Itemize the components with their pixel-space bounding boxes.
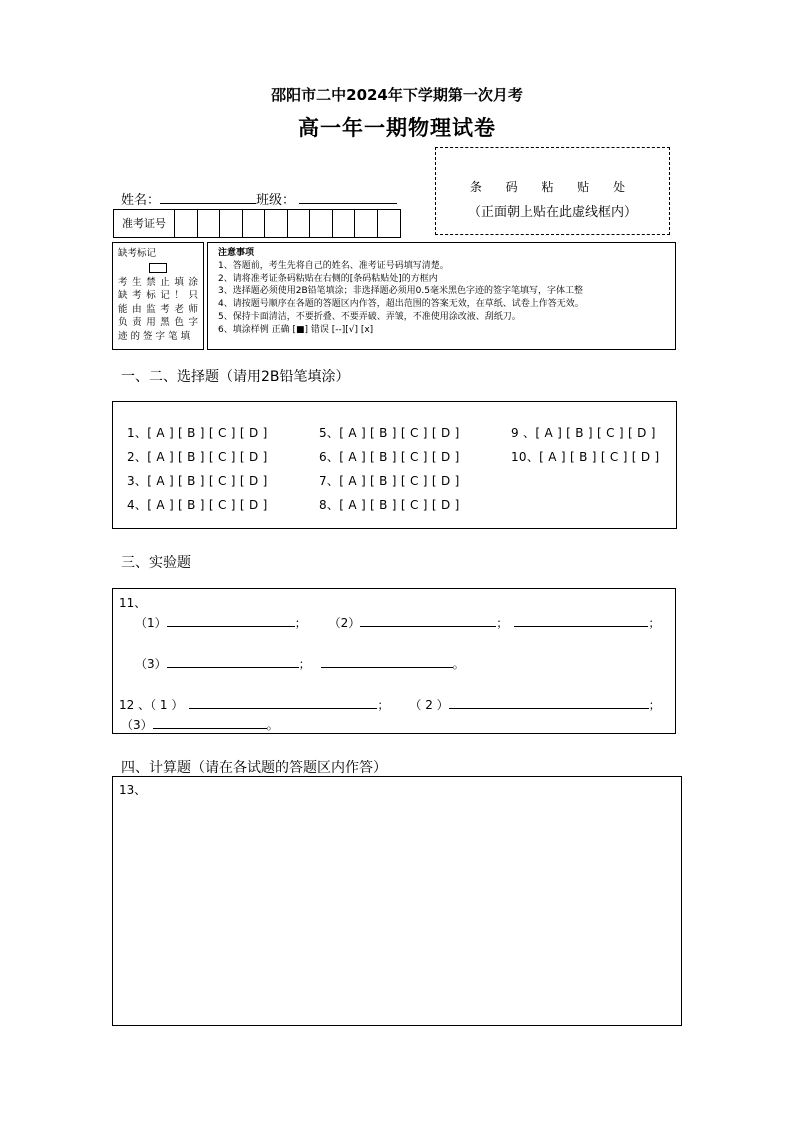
part-2-label: （2）	[328, 616, 361, 630]
question-11-row-2	[135, 655, 465, 672]
part-3-label: （3）	[135, 657, 167, 671]
mcq-row-4[interactable]: 4、[ A ] [ B ] [ C ] [ D ]	[127, 498, 268, 512]
school-title: 邵阳市二中2024年下学期第一次月考	[271, 86, 523, 104]
part-3-label: （3）	[121, 718, 153, 732]
notes-title: 注意事项	[218, 248, 255, 258]
exam-id-cell[interactable]	[378, 210, 401, 237]
exam-id-cell[interactable]	[333, 210, 356, 237]
answer-blank[interactable]	[321, 655, 453, 668]
choice-answer-box	[112, 401, 677, 529]
exam-id-cell[interactable]	[288, 210, 311, 237]
barcode-hint: （正面朝上贴在此虚线框内）	[467, 205, 637, 220]
question-13-label: 13、	[119, 783, 147, 797]
calculation-answer-box[interactable]	[112, 776, 682, 1026]
calculation-section-heading: 四、计算题（请在各试题的答题区内作答）	[121, 760, 387, 776]
end-mark: 。	[266, 718, 279, 732]
exam-id-cell[interactable]	[220, 210, 243, 237]
barcode-area	[435, 147, 670, 235]
notes-item: 1、答题前，考生先将自己的姓名、准考证号码填写清楚。	[218, 260, 449, 271]
absent-mark-title: 缺考标记	[118, 248, 157, 259]
answer-blank[interactable]	[167, 614, 295, 627]
answer-blank[interactable]	[514, 614, 648, 627]
exam-id-cell[interactable]	[243, 210, 266, 237]
exam-id-cell[interactable]	[198, 210, 221, 237]
absent-mark-checkbox[interactable]	[149, 263, 167, 273]
mcq-row-1[interactable]: 1、[ A ] [ B ] [ C ] [ D ]	[127, 426, 268, 440]
mcq-row-8[interactable]: 8、[ A ] [ B ] [ C ] [ D ]	[319, 498, 460, 512]
question-12-row-1	[119, 696, 661, 713]
answer-blank[interactable]	[449, 696, 649, 709]
question-11-row-1	[135, 614, 660, 631]
notes-item: 5、保持卡面清洁，不要折叠、不要弄破、弄皱，不准使用涂改液、刮纸刀。	[218, 311, 521, 322]
answer-blank[interactable]	[153, 716, 267, 729]
exam-title: 高一年一期物理试卷	[298, 116, 496, 140]
notes-item: 2、请将准考证条码粘贴在右侧的[条码粘贴处]的方框内	[218, 273, 438, 284]
exam-id-cell[interactable]	[175, 210, 198, 237]
class-field[interactable]	[299, 191, 397, 204]
name-label: 姓名：	[121, 193, 161, 208]
separator: ；	[648, 698, 661, 712]
separator: ；	[648, 616, 661, 630]
notes-item: 6、填涂样例 正确 [■] 错误 [--][√] [x]	[218, 324, 374, 335]
question-11-label: 11、	[119, 596, 147, 610]
notes-box	[207, 242, 676, 350]
exam-id-cell[interactable]	[310, 210, 333, 237]
separator: ；	[294, 616, 307, 630]
absent-mark-instructions: 考 生 禁 止 填 涂 缺 考 标 记 ！ 只 能 由 监 考 老 师 负 责 用 黑 色 字 迹 的 签 字 笔 填	[118, 276, 198, 342]
mcq-row-5[interactable]: 5、[ A ] [ B ] [ C ] [ D ]	[319, 426, 460, 440]
separator: ；	[496, 616, 509, 630]
notes-item: 3、选择题必须使用2B铅笔填涂；非选择题必须用0.5毫米黑色字迹的签字笔填写，字体工整	[218, 286, 583, 297]
notes-item: 4、请按题号顺序在各题的答题区内作答，超出范围的答案无效，在草纸、试卷上作答无效。	[218, 299, 584, 310]
name-field[interactable]	[160, 191, 256, 204]
barcode-label: 条 码 粘 贴 处	[469, 180, 636, 194]
mcq-row-9[interactable]: 9 、[ A ] [ B ] [ C ] [ D ]	[511, 426, 656, 440]
answer-blank[interactable]	[167, 655, 299, 668]
part-1-label: （1）	[135, 616, 167, 630]
separator: ；	[298, 657, 311, 671]
name-class-row	[121, 189, 397, 208]
end-mark: 。	[452, 657, 465, 671]
class-label: 班级：	[256, 193, 296, 208]
exam-id-cell[interactable]	[265, 210, 288, 237]
mcq-row-10[interactable]: 10、[ A ] [ B ] [ C ] [ D ]	[511, 450, 660, 464]
experiment-answer-box	[112, 588, 676, 734]
question-12-label: 12 、（ 1 ）	[119, 698, 184, 712]
mcq-row-7[interactable]: 7、[ A ] [ B ] [ C ] [ D ]	[319, 474, 460, 488]
exam-id-grid	[113, 209, 401, 238]
exam-id-cell[interactable]	[355, 210, 378, 237]
mcq-row-6[interactable]: 6、[ A ] [ B ] [ C ] [ D ]	[319, 450, 460, 464]
experiment-section-heading: 三、实验题	[121, 555, 191, 571]
mcq-row-3[interactable]: 3、[ A ] [ B ] [ C ] [ D ]	[127, 474, 268, 488]
question-12-row-2	[121, 716, 279, 733]
answer-blank[interactable]	[189, 696, 377, 709]
absent-mark-box	[112, 242, 204, 350]
answer-blank[interactable]	[360, 614, 496, 627]
choice-section-heading: 一、二、选择题（请用2B铅笔填涂）	[121, 369, 350, 385]
mcq-row-2[interactable]: 2、[ A ] [ B ] [ C ] [ D ]	[127, 450, 268, 464]
separator: ；	[377, 698, 390, 712]
exam-id-label: 准考证号	[114, 210, 175, 237]
part-2-label: （ 2 ）	[409, 698, 449, 712]
